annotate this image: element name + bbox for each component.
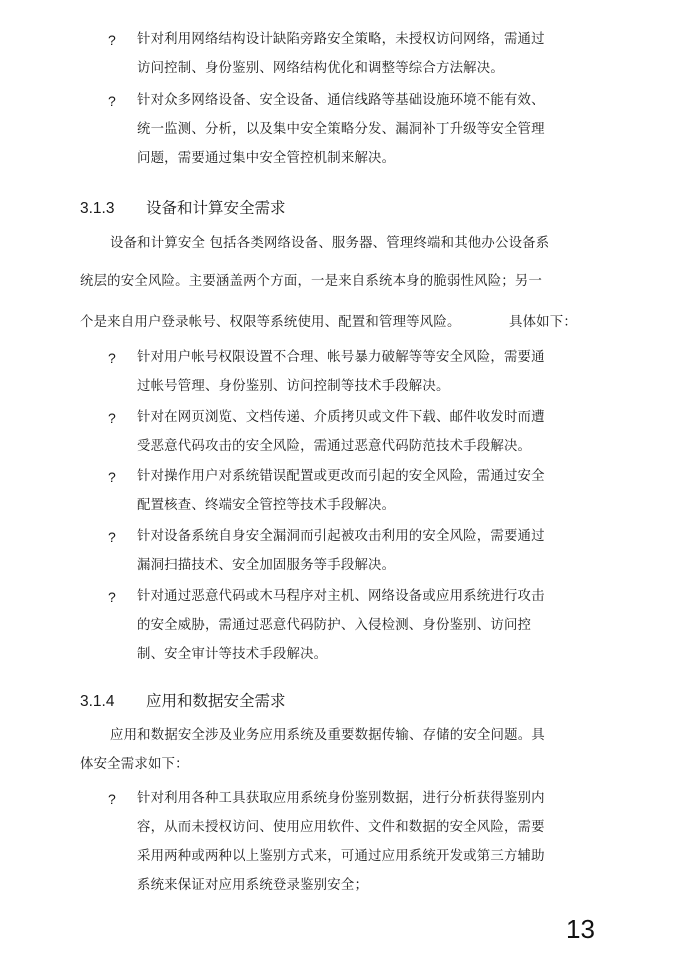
bullet-marker: ?: [108, 350, 116, 366]
bullet-text-line: 针对在网页浏览、文档传递、介质拷贝或文件下载、邮件收发时而遭: [137, 410, 545, 425]
bullet-text-line: 受恶意代码攻击的安全风险，需通过恶意代码防范技术手段解决。: [137, 439, 532, 454]
paragraph-line: 个是来自用户登录帐号、权限等系统使用、配置和管理等风险。: [80, 315, 461, 330]
paragraph-line: 设备和计算安全 包括各类网络设备、服务器、管理终端和其他办公设备系: [110, 236, 550, 251]
bullet-marker: ?: [108, 791, 116, 807]
bullet-marker: ?: [108, 410, 116, 426]
bullet-text-line: 统一监测、分析，以及集中安全策略分发、漏洞补丁升级等安全管理: [137, 122, 545, 137]
paragraph-line: 应用和数据安全涉及业务应用系统及重要数据传输、存储的安全问题。具: [110, 728, 545, 743]
bullet-text-line: 配置核查、终端安全管控等技术手段解决。: [137, 498, 396, 513]
paragraph-line: 统层的安全风险。主要涵盖两个方面，一是来自系统本身的脆弱性风险；另一: [80, 274, 543, 289]
bullet-marker: ?: [108, 589, 116, 605]
bullet-marker: ?: [108, 93, 116, 109]
bullet-text-line: 针对用户帐号权限设置不合理、帐号暴力破解等等安全风险，需要通: [137, 350, 545, 365]
bullet-text-line: 容，从而未授权访问、使用应用软件、文件和数据的安全风险，需要: [137, 820, 545, 835]
section-heading: [80, 689, 286, 711]
bullet-text-line: 采用两种或两种以上鉴别方式来，可通过应用系统开发或第三方辅助: [137, 849, 545, 864]
bullet-text-line: 的安全威胁，需通过恶意代码防护、入侵检测、身份鉴别、访问控: [137, 618, 532, 633]
bullet-text-line: 漏洞扫描技术、安全加固服务等手段解决。: [137, 558, 396, 573]
page-number: 13: [566, 914, 595, 944]
bullet-marker: ?: [108, 32, 116, 48]
bullet-marker: ?: [108, 529, 116, 545]
section-heading: [80, 196, 286, 218]
paragraph-line: 体安全需求如下：: [80, 757, 189, 772]
bullet-text-line: 针对操作用户对系统错误配置或更改而引起的安全风险，需通过安全: [137, 469, 545, 484]
paragraph-line: 具体如下：: [509, 315, 577, 330]
bullet-text-line: 制、安全审计等技术手段解决。: [137, 647, 328, 662]
bullet-text-line: 问题，需要通过集中安全管控机制来解决。: [137, 151, 396, 166]
bullet-text-line: 针对众多网络设备、安全设备、通信线路等基础设施环境不能有效、: [137, 93, 545, 108]
section-number: 3.1.3: [80, 200, 115, 217]
bullet-text-line: 针对利用各种工具获取应用系统身份鉴别数据，进行分析获得鉴别内: [137, 791, 545, 806]
bullet-text-line: 针对设备系统自身安全漏洞而引起被攻击利用的安全风险，需要通过: [137, 529, 545, 544]
bullet-text-line: 访问控制、身份鉴别、网络结构优化和调整等综合方法解决。: [137, 61, 504, 76]
section-title: 设备和计算安全需求: [146, 199, 286, 217]
section-number: 3.1.4: [80, 693, 115, 710]
bullet-text-line: 针对利用网络结构设计缺陷旁路安全策略，未授权访问网络，需通过: [137, 32, 545, 47]
bullet-text-line: 系统来保证对应用系统登录鉴别安全；: [137, 878, 369, 893]
bullet-text-line: 过帐号管理、身份鉴别、访问控制等技术手段解决。: [137, 379, 450, 394]
bullet-marker: ?: [108, 469, 116, 485]
section-title: 应用和数据安全需求: [146, 692, 286, 710]
bullet-text-line: 针对通过恶意代码或木马程序对主机、网络设备或应用系统进行攻击: [137, 589, 545, 604]
